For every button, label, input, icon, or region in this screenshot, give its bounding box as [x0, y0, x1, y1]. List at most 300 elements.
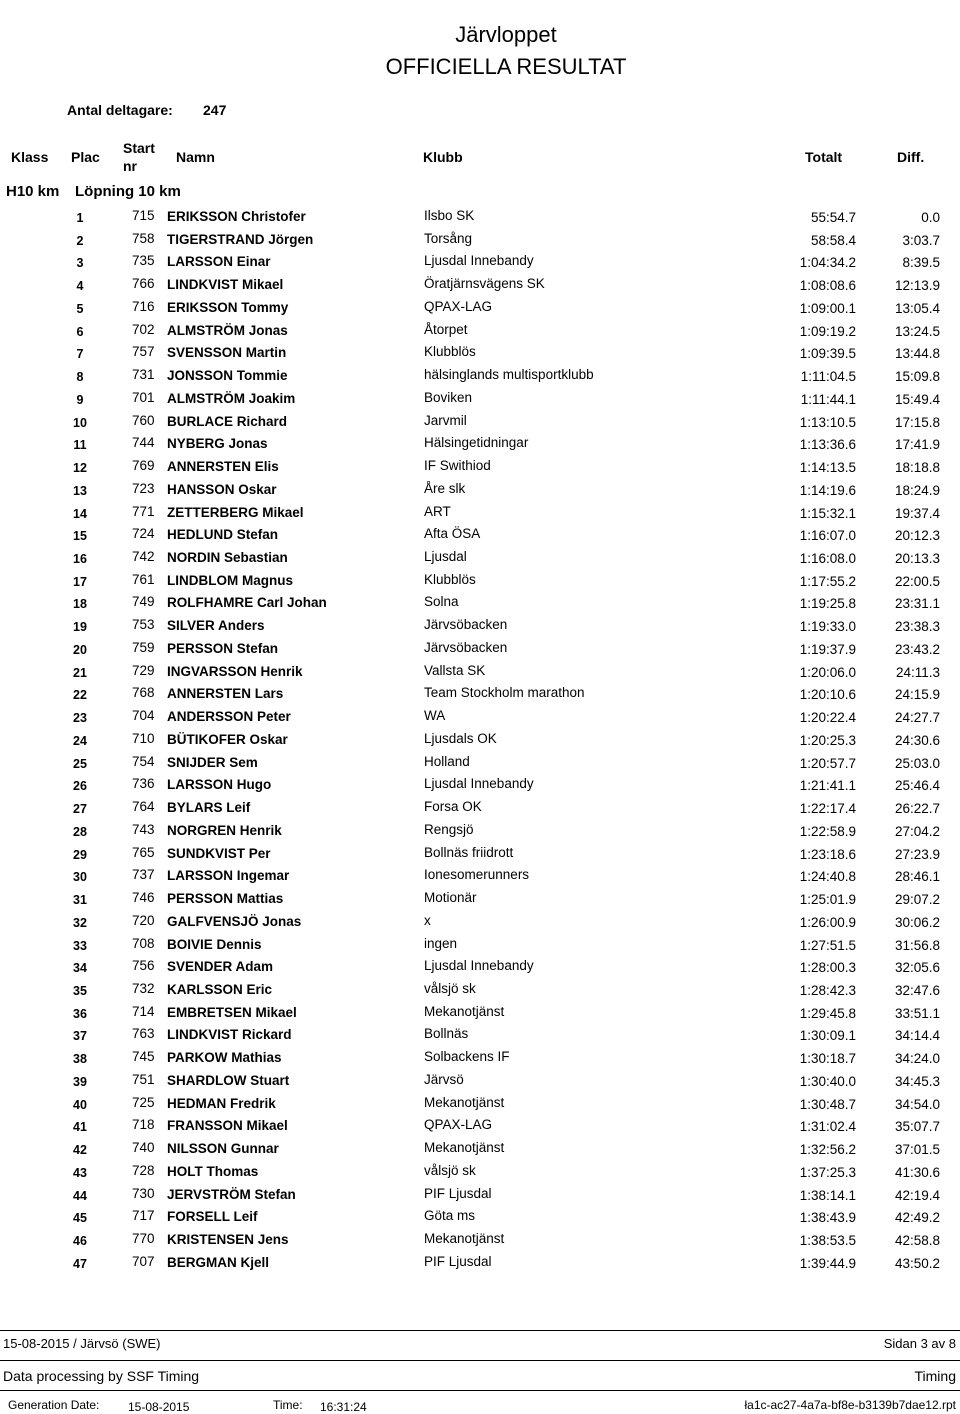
total-time-cell: 1:27:51.5: [799, 937, 856, 953]
start-number-cell: 756: [132, 958, 155, 974]
total-time-cell: 1:25:01.9: [799, 892, 856, 908]
start-number-cell: 753: [132, 617, 155, 633]
column-header-diff: Diff.: [897, 149, 925, 165]
diff-time-cell: 20:13.3: [894, 551, 940, 567]
page-title: Järvloppet: [455, 22, 557, 47]
place-cell: 43: [73, 1165, 87, 1180]
place-cell: 13: [73, 483, 87, 498]
club-cell: Öratjärnsvägens SK: [424, 276, 545, 292]
start-number-cell: 737: [132, 867, 155, 883]
diff-time-cell: 15:09.8: [894, 369, 940, 385]
class-group-klass: H10 km: [6, 183, 60, 200]
diff-time-cell: 27:23.9: [894, 846, 940, 862]
total-time-cell: 1:38:43.9: [799, 1210, 856, 1226]
place-cell: 14: [73, 506, 87, 521]
table-row: [0, 751, 960, 774]
total-time-cell: 1:19:25.8: [799, 596, 856, 612]
name-cell: HOLT Thomas: [167, 1163, 259, 1179]
club-cell: Rengsjö: [424, 821, 474, 837]
start-number-cell: 766: [132, 276, 155, 292]
total-time-cell: 1:16:08.0: [799, 551, 856, 567]
place-cell: 29: [73, 847, 87, 862]
name-cell: LINDKVIST Mikael: [167, 277, 284, 293]
diff-time-cell: 18:24.9: [894, 482, 940, 498]
place-cell: 41: [73, 1120, 87, 1135]
name-cell: NILSSON Gunnar: [167, 1141, 279, 1157]
start-number-cell: 736: [132, 776, 155, 792]
column-header-totalt: Totalt: [805, 149, 843, 165]
place-cell: 25: [73, 756, 87, 771]
place-cell: 31: [73, 893, 87, 908]
place-cell: 19: [73, 620, 87, 635]
table-row: [0, 705, 960, 728]
place-cell: 34: [73, 961, 87, 976]
start-number-cell: 749: [132, 594, 155, 610]
diff-time-cell: 42:49.2: [894, 1210, 940, 1226]
club-cell: Forsa OK: [424, 799, 482, 815]
total-time-cell: 1:19:33.0: [799, 619, 856, 635]
diff-time-cell: 42:58.8: [894, 1233, 940, 1249]
start-number-cell: 731: [132, 367, 155, 383]
diff-time-cell: 33:51.1: [894, 1005, 940, 1021]
participants-count: [67, 102, 227, 118]
diff-time-cell: 43:50.2: [894, 1255, 940, 1271]
place-cell: 2: [76, 233, 84, 248]
club-cell: ingen: [424, 935, 458, 951]
footer-time-value: 16:31:24: [320, 1400, 367, 1414]
table-row: [0, 978, 960, 1001]
club-cell: Hälsingetidningar: [424, 435, 529, 451]
club-cell: Ionesomerunners: [424, 867, 530, 883]
club-cell: WA: [424, 708, 446, 724]
name-cell: PERSSON Stefan: [167, 640, 279, 656]
class-group-name: Löpning 10 km: [75, 183, 181, 200]
total-time-cell: 1:22:58.9: [799, 823, 856, 839]
total-time-cell: 1:20:06.0: [799, 664, 856, 680]
name-cell: LARSSON Ingemar: [167, 868, 290, 884]
footer-page-number: Sidan 3 av 8: [883, 1336, 956, 1351]
table-row: [0, 1114, 960, 1137]
diff-time-cell: 17:41.9: [894, 437, 940, 453]
footer-time-label: Time:: [273, 1398, 303, 1412]
name-cell: PERSSON Mattias: [167, 891, 284, 907]
place-cell: 36: [73, 1006, 87, 1021]
diff-time-cell: 13:44.8: [894, 346, 940, 362]
table-row: [0, 1001, 960, 1024]
place-cell: 8: [76, 370, 84, 385]
name-cell: ALMSTRÖM Jonas: [167, 322, 288, 338]
table-row: [0, 546, 960, 569]
total-time-cell: 1:20:57.7: [799, 755, 856, 771]
page-subtitle: OFFICIELLA RESULTAT: [385, 54, 627, 79]
club-cell: Ljusdal: [424, 549, 467, 565]
column-header-klass: Klass: [11, 149, 49, 165]
table-row: [0, 273, 960, 296]
total-time-cell: 1:29:45.8: [799, 1005, 856, 1021]
start-number-cell: 702: [132, 321, 155, 337]
diff-time-cell: 42:19.4: [894, 1187, 940, 1203]
total-time-cell: 1:15:32.1: [799, 505, 856, 521]
start-number-cell: 751: [132, 1071, 155, 1087]
start-number-cell: 710: [132, 730, 155, 746]
place-cell: 20: [73, 642, 87, 657]
total-time-cell: 1:22:17.4: [799, 801, 856, 817]
table-row: [0, 1183, 960, 1206]
place-cell: 3: [76, 256, 84, 271]
table-row: [0, 523, 960, 546]
start-number-cell: 765: [132, 844, 155, 860]
start-number-cell: 723: [132, 480, 155, 496]
diff-time-cell: 32:47.6: [894, 982, 940, 998]
place-cell: 4: [76, 279, 84, 294]
total-time-cell: 1:38:53.5: [799, 1233, 856, 1249]
table-row: [0, 1023, 960, 1046]
table-row: [0, 660, 960, 683]
club-cell: Holland: [424, 753, 470, 769]
table-row: [0, 478, 960, 501]
start-number-cell: 714: [132, 1003, 155, 1019]
diff-time-cell: 30:06.2: [894, 914, 940, 930]
table-row: [0, 637, 960, 660]
name-cell: SNIJDER Sem: [167, 754, 258, 770]
total-time-cell: 55:54.7: [810, 210, 856, 225]
club-cell: Ljusdal Innebandy: [424, 958, 534, 974]
name-cell: FORSELL Leif: [167, 1209, 258, 1225]
place-cell: 9: [76, 392, 84, 407]
place-cell: 33: [73, 938, 87, 953]
start-number-cell: 720: [132, 912, 155, 928]
place-cell: 22: [73, 688, 87, 703]
table-row: [0, 842, 960, 865]
club-cell: QPAX-LAG: [424, 1117, 493, 1133]
table-row: [0, 341, 960, 364]
diff-time-cell: 34:24.0: [894, 1051, 940, 1067]
start-number-cell: 742: [132, 549, 155, 565]
total-time-cell: 1:08:08.6: [799, 278, 856, 294]
column-header-start: [123, 139, 155, 175]
diff-time-cell: 32:05.6: [894, 960, 940, 976]
name-cell: GALFVENSJÖ Jonas: [167, 913, 302, 929]
table-row: [0, 1046, 960, 1069]
total-time-cell: 1:21:41.1: [799, 778, 856, 794]
place-cell: 45: [73, 1211, 87, 1226]
name-cell: BERGMAN Kjell: [167, 1254, 270, 1270]
club-cell: Åtorpet: [424, 321, 468, 337]
diff-time-cell: 17:15.8: [894, 414, 940, 430]
start-number-cell: 771: [132, 503, 155, 519]
table-row: [0, 1228, 960, 1251]
place-cell: 35: [73, 983, 87, 998]
diff-time-cell: 20:12.3: [894, 528, 940, 544]
club-cell: vålsjö sk: [424, 1162, 476, 1178]
name-cell: EMBRETSEN Mikael: [167, 1004, 297, 1020]
start-number-cell: 746: [132, 890, 155, 906]
club-cell: Järvsö: [424, 1071, 464, 1087]
start-number-cell: 707: [132, 1253, 155, 1269]
total-time-cell: 1:20:25.3: [799, 732, 856, 748]
name-cell: INGVARSSON Henrik: [167, 663, 303, 679]
name-cell: ANNERSTEN Lars: [167, 686, 284, 702]
participants-value: 247: [203, 102, 227, 118]
diff-time-cell: 0.0: [921, 210, 940, 225]
place-cell: 47: [73, 1256, 87, 1271]
place-cell: 46: [73, 1234, 87, 1249]
table-row: [0, 296, 960, 319]
name-cell: SILVER Anders: [167, 618, 265, 634]
place-cell: 39: [73, 1074, 87, 1089]
total-time-cell: 1:30:40.0: [799, 1073, 856, 1089]
club-cell: Ilsbo SK: [424, 208, 475, 223]
diff-time-cell: 25:46.4: [894, 778, 940, 794]
club-cell: QPAX-LAG: [424, 298, 493, 314]
place-cell: 32: [73, 915, 87, 930]
place-cell: 18: [73, 597, 87, 612]
diff-time-cell: 26:22.7: [894, 801, 940, 817]
name-cell: SHARDLOW Stuart: [167, 1072, 290, 1088]
diff-time-cell: 23:43.2: [894, 641, 940, 657]
total-time-cell: 1:32:56.2: [799, 1142, 856, 1158]
footer-divider-top: [0, 1330, 960, 1331]
start-number-cell: 718: [132, 1117, 155, 1133]
column-header-start-line1: Start: [123, 140, 155, 156]
club-cell: Åre slk: [424, 480, 466, 496]
diff-time-cell: 13:05.4: [894, 300, 940, 316]
name-cell: ERIKSSON Christofer: [167, 209, 306, 224]
total-time-cell: 1:16:07.0: [799, 528, 856, 544]
place-cell: 42: [73, 1143, 87, 1158]
place-cell: 17: [73, 574, 87, 589]
table-row: [0, 933, 960, 956]
column-header-klubb: Klubb: [423, 149, 463, 165]
table-row: [0, 773, 960, 796]
place-cell: 10: [73, 415, 87, 430]
total-time-cell: 1:19:37.9: [799, 641, 856, 657]
start-number-cell: 708: [132, 935, 155, 951]
diff-time-cell: 13:24.5: [894, 323, 940, 339]
start-number-cell: 763: [132, 1026, 155, 1042]
table-header: [0, 138, 960, 174]
name-cell: ALMSTRÖM Joakim: [167, 390, 296, 406]
club-cell: Motionär: [424, 890, 477, 906]
club-cell: Klubblös: [424, 344, 476, 360]
total-time-cell: 1:30:18.7: [799, 1051, 856, 1067]
table-row: [0, 1251, 960, 1274]
diff-time-cell: 18:18.8: [894, 460, 940, 476]
table-row: [0, 591, 960, 614]
diff-time-cell: 28:46.1: [894, 869, 940, 885]
total-time-cell: 1:37:25.3: [799, 1164, 856, 1180]
name-cell: SVENDER Adam: [167, 959, 274, 975]
table-row: [0, 796, 960, 819]
table-row: [0, 387, 960, 410]
diff-time-cell: 24:11.3: [895, 664, 940, 680]
start-number-cell: 728: [132, 1162, 155, 1178]
club-cell: IF Swithiod: [424, 458, 491, 474]
start-number-cell: 729: [132, 662, 155, 678]
name-cell: NORGREN Henrik: [167, 822, 282, 838]
diff-time-cell: 25:03.0: [894, 755, 940, 771]
name-cell: KARLSSON Eric: [167, 981, 273, 997]
table-row: [0, 455, 960, 478]
place-cell: 24: [73, 733, 87, 748]
name-cell: LARSSON Hugo: [167, 777, 272, 793]
club-cell: Järvsöbacken: [424, 617, 508, 633]
total-time-cell: 1:04:34.2: [799, 255, 856, 271]
name-cell: NORDIN Sebastian: [167, 550, 288, 566]
club-cell: Solna: [424, 594, 459, 610]
table-row: [0, 228, 960, 251]
club-cell: Bollnäs: [424, 1026, 469, 1042]
total-time-cell: 1:24:40.8: [799, 869, 856, 885]
name-cell: NYBERG Jonas: [167, 436, 268, 452]
footer-timing: Timing: [914, 1368, 956, 1384]
total-time-cell: 58:58.4: [810, 232, 856, 248]
table-row: [0, 410, 960, 433]
total-time-cell: 1:23:18.6: [799, 846, 856, 862]
club-cell: PIF Ljusdal: [424, 1253, 492, 1269]
total-time-cell: 1:09:39.5: [799, 346, 856, 362]
name-cell: ANDERSSON Peter: [167, 709, 291, 725]
total-time-cell: 1:09:00.1: [799, 300, 856, 316]
footer-generation-label: Generation Date:: [8, 1398, 100, 1412]
name-cell: LINDBLOM Magnus: [167, 572, 293, 588]
table-row: [0, 728, 960, 751]
name-cell: KRISTENSEN Jens: [167, 1232, 289, 1248]
start-number-cell: 715: [132, 208, 155, 223]
start-number-cell: 758: [132, 230, 155, 246]
club-cell: Team Stockholm marathon: [424, 685, 585, 701]
column-header-plac: Plac: [71, 149, 100, 165]
table-row: [0, 364, 960, 387]
diff-time-cell: 8:39.5: [902, 255, 940, 271]
diff-time-cell: 41:30.6: [894, 1164, 940, 1180]
class-group-title: [6, 183, 181, 200]
table-row: [0, 319, 960, 342]
club-cell: Järvsöbacken: [424, 639, 508, 655]
name-cell: ZETTERBERG Mikael: [167, 504, 304, 520]
column-header-start-line2: nr: [123, 158, 137, 174]
diff-time-cell: 37:01.5: [894, 1142, 940, 1158]
start-number-cell: 757: [132, 344, 155, 360]
total-time-cell: 1:14:13.5: [799, 460, 856, 476]
total-time-cell: 1:20:10.6: [799, 687, 856, 703]
start-number-cell: 732: [132, 980, 155, 996]
start-number-cell: 745: [132, 1049, 155, 1065]
place-cell: 21: [73, 665, 87, 680]
total-time-cell: 1:13:10.5: [799, 414, 856, 430]
club-cell: Boviken: [424, 389, 473, 405]
table-row: [0, 1205, 960, 1228]
diff-time-cell: 3:03.7: [902, 232, 940, 248]
club-cell: Mekanotjänst: [424, 1003, 505, 1019]
club-cell: PIF Ljusdal: [424, 1185, 492, 1201]
diff-time-cell: 23:31.1: [894, 596, 940, 612]
club-cell: Solbackens IF: [424, 1049, 510, 1065]
table-row: [0, 1160, 960, 1183]
footer-divider-middle: [0, 1360, 960, 1361]
start-number-cell: 759: [132, 639, 155, 655]
club-cell: hälsinglands multisportklubb: [424, 367, 594, 383]
club-cell: Afta ÖSA: [424, 526, 481, 542]
place-cell: 26: [73, 779, 87, 794]
total-time-cell: 1:31:02.4: [799, 1119, 856, 1135]
name-cell: ROLFHAMRE Carl Johan: [167, 595, 327, 611]
total-time-cell: 1:17:55.2: [799, 573, 856, 589]
total-time-cell: 1:26:00.9: [799, 914, 856, 930]
start-number-cell: 768: [132, 685, 155, 701]
total-time-cell: 1:11:44.1: [800, 391, 856, 407]
club-cell: Göta ms: [424, 1208, 476, 1224]
name-cell: BURLACE Richard: [167, 413, 288, 429]
total-time-cell: 1:30:09.1: [799, 1028, 856, 1044]
place-cell: 5: [76, 301, 84, 316]
diff-time-cell: 19:37.4: [894, 505, 940, 521]
start-number-cell: 725: [132, 1094, 155, 1110]
place-cell: 40: [73, 1097, 87, 1112]
table-row: [0, 887, 960, 910]
club-cell: Klubblös: [424, 571, 476, 587]
total-time-cell: 1:09:19.2: [799, 323, 856, 339]
results-table: [0, 205, 960, 1274]
diff-time-cell: 34:54.0: [894, 1096, 940, 1112]
name-cell: SUNDKVIST Per: [167, 845, 271, 861]
name-cell: LARSSON Einar: [167, 254, 271, 270]
table-row: [0, 1069, 960, 1092]
name-cell: JERVSTRÖM Stefan: [167, 1186, 296, 1202]
place-cell: 38: [73, 1052, 87, 1067]
name-cell: BOIVIE Dennis: [167, 936, 262, 952]
footer-divider-bottom: [0, 1390, 960, 1391]
place-cell: 37: [73, 1029, 87, 1044]
table-row: [0, 614, 960, 637]
place-cell: 11: [73, 438, 87, 453]
table-row: [0, 1092, 960, 1115]
start-number-cell: 740: [132, 1140, 155, 1156]
start-number-cell: 735: [132, 253, 155, 269]
club-cell: Jarvmil: [424, 412, 467, 428]
club-cell: Mekanotjänst: [424, 1231, 505, 1247]
total-time-cell: 1:20:22.4: [799, 710, 856, 726]
footer-date-place: 15-08-2015 / Järvsö (SWE): [3, 1336, 161, 1351]
name-cell: LINDKVIST Rickard: [167, 1027, 292, 1043]
start-number-cell: 761: [132, 571, 155, 587]
name-cell: HEDLUND Stefan: [167, 527, 279, 543]
start-number-cell: 770: [132, 1231, 155, 1247]
place-cell: 1: [76, 211, 84, 225]
place-cell: 7: [76, 347, 84, 362]
diff-time-cell: 31:56.8: [894, 937, 940, 953]
table-row: [0, 501, 960, 524]
club-cell: Torsång: [424, 230, 473, 246]
footer-generation-date: 15-08-2015: [128, 1400, 190, 1414]
name-cell: BYLARS Leif: [167, 800, 251, 816]
total-time-cell: 1:38:14.1: [799, 1187, 856, 1203]
place-cell: 16: [73, 552, 87, 567]
start-number-cell: 730: [132, 1185, 155, 1201]
start-number-cell: 724: [132, 526, 155, 542]
footer-report-file: ła1c-ac27-4a7a-bf8e-b3139b7dae12.rpt: [744, 1398, 956, 1412]
club-cell: vålsjö sk: [424, 980, 476, 996]
table-row: [0, 569, 960, 592]
place-cell: 15: [73, 529, 87, 544]
club-cell: Mekanotjänst: [424, 1094, 505, 1110]
start-number-cell: 717: [132, 1208, 155, 1224]
total-time-cell: 1:28:42.3: [799, 982, 856, 998]
diff-time-cell: 35:07.7: [894, 1119, 940, 1135]
name-cell: SVENSSON Martin: [167, 345, 287, 361]
start-number-cell: 716: [132, 298, 155, 314]
table-row: [0, 250, 960, 273]
